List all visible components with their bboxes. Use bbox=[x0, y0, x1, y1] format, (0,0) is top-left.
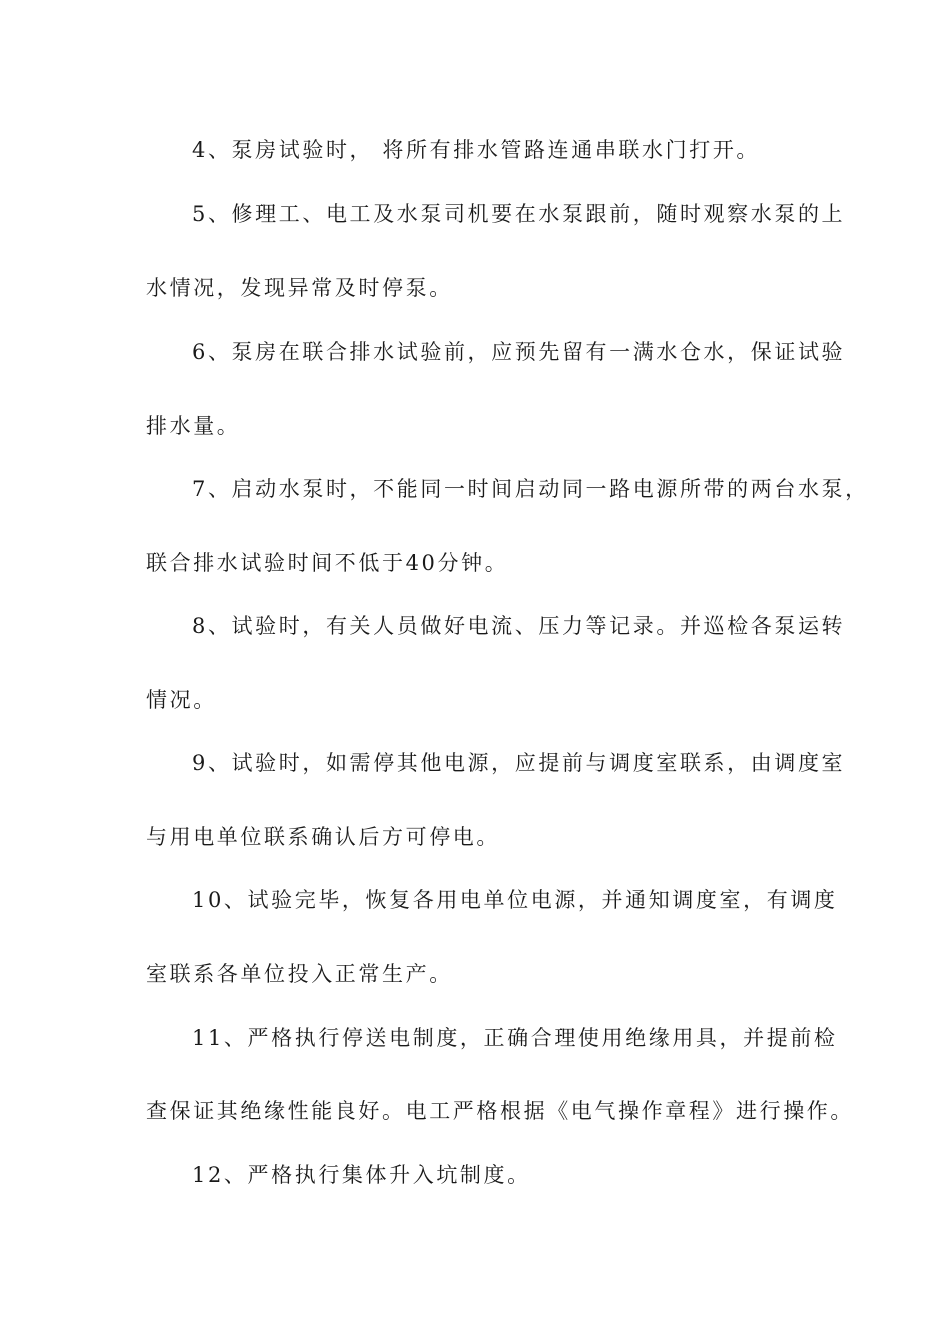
paragraph-5-continuation: 水情况，发现异常及时停泵。 bbox=[146, 276, 453, 300]
paragraph-5-line: 5、修理工、电工及水泵司机要在水泵跟前，随时观察水泵的上 bbox=[192, 202, 846, 226]
paragraph-7-continuation: 联合排水试验时间不低于40分钟。 bbox=[146, 551, 509, 575]
paragraph-8-line: 8、试验时，有关人员做好电流、压力等记录。并巡检各泵运转 bbox=[192, 614, 846, 638]
paragraph-7-line: 7、启动水泵时，不能同一时间启动同一路电源所带的两台水泵， bbox=[192, 477, 869, 501]
paragraph-8-continuation: 情况。 bbox=[146, 688, 217, 712]
paragraph-11-continuation: 查保证其绝缘性能良好。电工严格根据《电气操作章程》进行操作。 bbox=[146, 1099, 854, 1123]
paragraph-9-line: 9、试验时，如需停其他电源，应提前与调度室联系，由调度室 bbox=[192, 751, 846, 775]
paragraph-6-line: 6、泵房在联合排水试验前，应预先留有一满水仓水，保证试验 bbox=[192, 340, 846, 364]
paragraph-11-line: 11、严格执行停送电制度，正确合理使用绝缘用具，并提前检 bbox=[192, 1026, 838, 1050]
paragraph-10-continuation: 室联系各单位投入正常生产。 bbox=[146, 962, 453, 986]
paragraph-12-line: 12、严格执行集体升入坑制度。 bbox=[192, 1163, 531, 1187]
paragraph-10-line: 10、试验完毕，恢复各用电单位电源，并通知调度室，有调度 bbox=[192, 888, 838, 912]
paragraph-9-continuation: 与用电单位联系确认后方可停电。 bbox=[146, 825, 500, 849]
paragraph-4-line: 4、泵房试验时， 将所有排水管路连通串联水门打开。 bbox=[192, 138, 761, 162]
paragraph-6-continuation: 排水量。 bbox=[146, 414, 241, 438]
